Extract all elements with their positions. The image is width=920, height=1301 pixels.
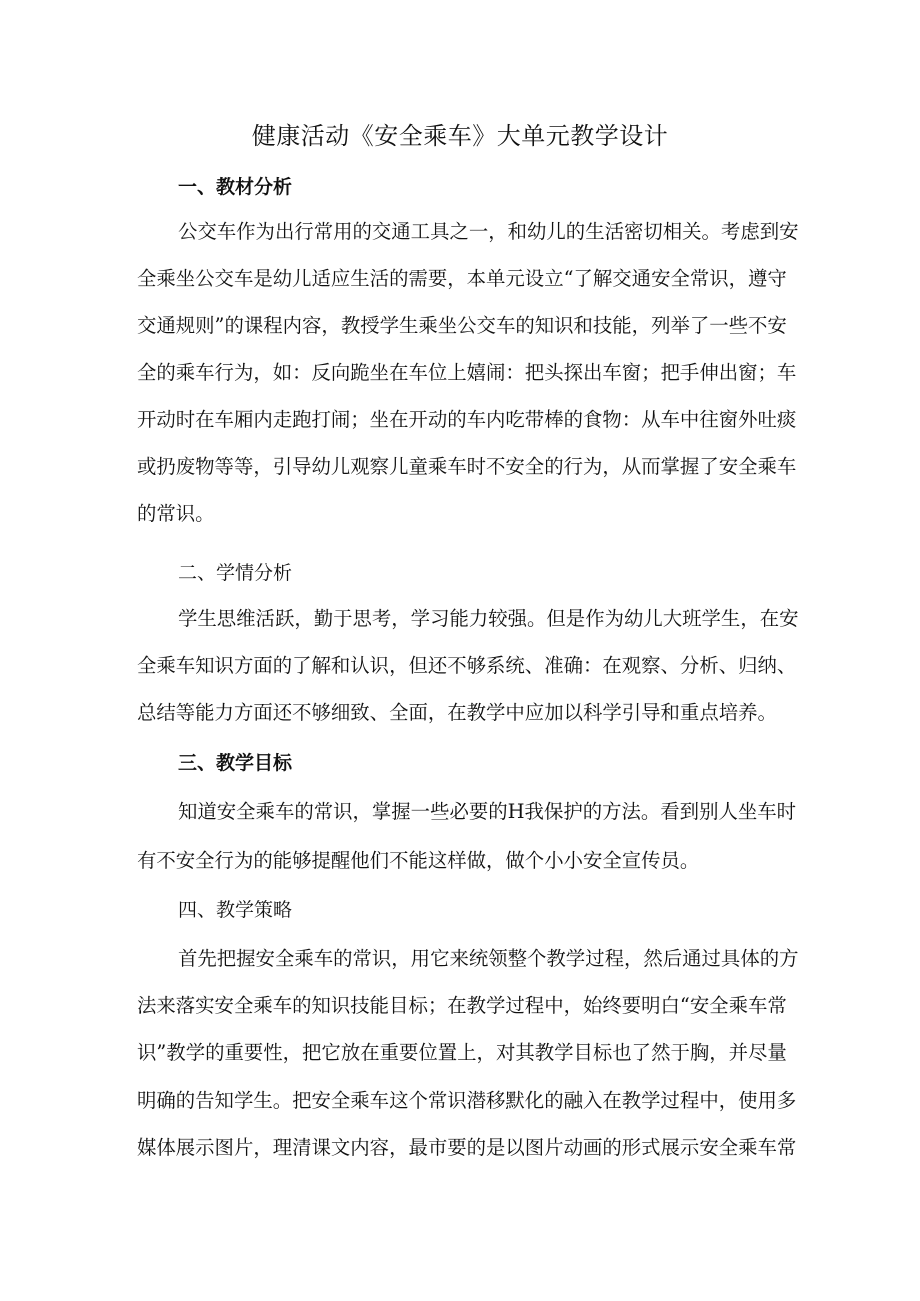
paragraph-line: 学生思维活跃，勤于思考，学习能力较强。但是作为幼儿大班学生，在安 <box>178 607 799 630</box>
section-heading-objectives: 三、教学目标 <box>178 752 293 774</box>
paragraph-line: 媒体展示图片，理清课文内容，最市要的是以图片动画的形式展示安全乘车常 <box>137 1136 797 1159</box>
paragraph-line: 的常识。 <box>137 502 215 525</box>
paragraph-line: 公交车作为出行常用的交通工具之一，和幼儿的生活密切相关。考虑到安 <box>178 220 799 243</box>
paragraph-line: 有不安全行为的能够提醒他们不能这样做，做个小小安全宣传员。 <box>137 849 700 872</box>
paragraph-line: 首先把握安全乘车的常识，用它来统领整个教学过程，然后通过具体的方 <box>178 947 799 970</box>
section-heading-materials: 一、教材分析 <box>178 176 293 198</box>
paragraph-line: 识”教学的重要性，把它放在重要位置上，对其教学目标也了然于胸，并尽量 <box>137 1041 787 1064</box>
paragraph-line: 总结等能力方面还不够细致、全面，在教学中应加以科学引导和重点培养。 <box>137 701 777 724</box>
paragraph-line: 交通规则”的课程内容，教授学生乘坐公交车的知识和技能，列举了一些不安 <box>137 314 787 337</box>
paragraph-line: 或扔废物等等，引导幼儿观察儿童乘车时不安全的行为，从而掌握了安全乘车 <box>137 455 797 478</box>
paragraph-line: 全乘坐公交车是幼儿适应生活的需要，本单元设立“了解交通安全常识，遵守 <box>137 267 787 290</box>
paragraph-line: 知道安全乘车的常识，掌握一些必要的H我保护的方法。看到别人坐车时 <box>178 800 797 823</box>
paragraph-line: 开动时在车厢内走跑打闹；坐在开动的车内吃带棒的食物：从车中往窗外吐痰 <box>137 408 797 431</box>
paragraph-line: 全的乘车行为，如：反向跪坐在车位上嬉闹：把头探出车窗；把手伸出窗；车 <box>137 361 797 384</box>
paragraph-line: 明确的告知学生。把安全乘车这个常识潜移默化的融入在教学过程中，使用多 <box>137 1089 797 1112</box>
document-title: 健康活动《安全乘车》大单元教学设计 <box>251 122 669 150</box>
section-heading-strategy: 四、教学策略 <box>178 899 293 921</box>
paragraph-line: 全乘车知识方面的了解和认识，但还不够系统、准确：在观察、分析、归纳、 <box>137 654 797 677</box>
paragraph-line: 法来落实安全乘车的知识技能目标；在教学过程中，始终要明白“安全乘车常 <box>137 994 787 1017</box>
section-heading-learner-analysis: 二、学情分析 <box>178 562 293 584</box>
